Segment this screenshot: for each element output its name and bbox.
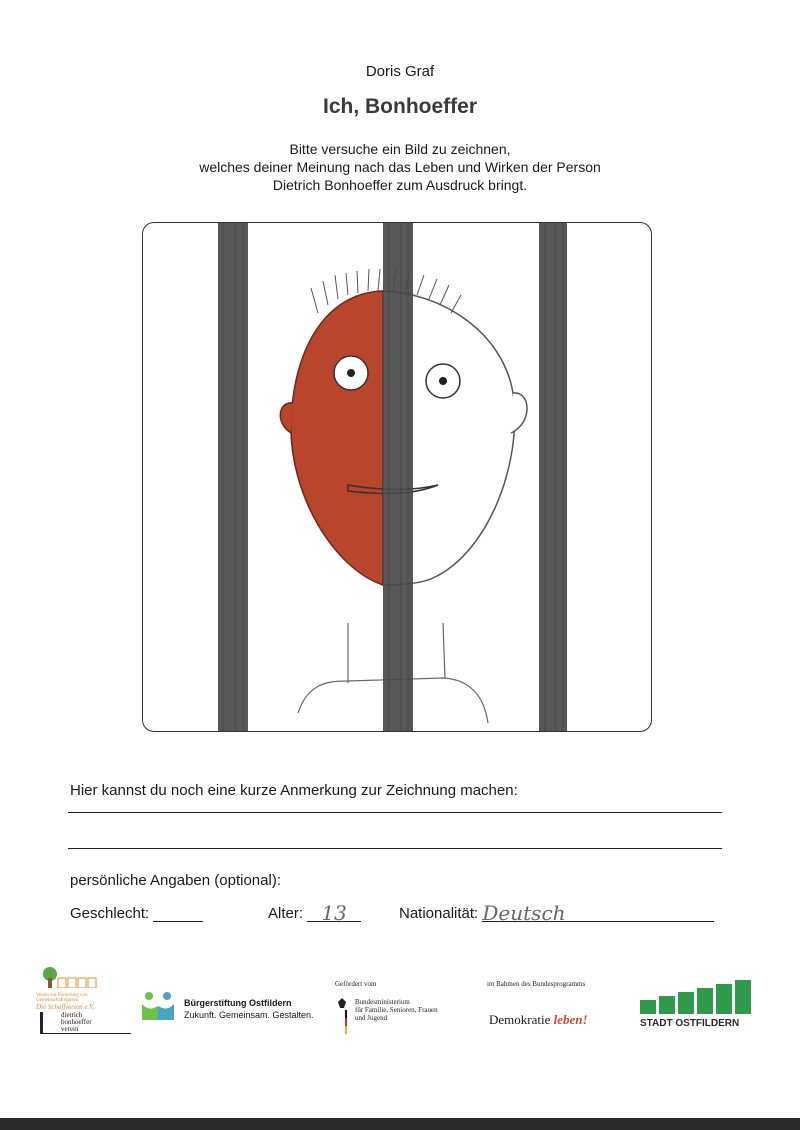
bv-line: dietrich xyxy=(61,1011,83,1019)
bv-line: verein xyxy=(61,1025,79,1033)
drawing-frame xyxy=(142,222,652,732)
stadt-ostfildern-logo xyxy=(640,980,760,1030)
green-block xyxy=(659,996,675,1014)
bv-line: bonhoeffer xyxy=(61,1018,92,1026)
demokratie-accent: leben! xyxy=(553,1012,588,1027)
note-line-2[interactable] xyxy=(68,848,722,849)
instruction-text xyxy=(0,140,800,194)
buergerstiftung-name: Bürgerstiftung Ostfildern xyxy=(184,998,292,1008)
sponsor-logos xyxy=(0,960,800,1050)
drawing-face-behind-bars xyxy=(143,223,651,731)
instruction-line: Dietrich Bonhoeffer zum Ausdruck bringt. xyxy=(272,177,528,193)
age-field xyxy=(268,901,361,925)
eagle-flag-icon xyxy=(335,996,349,1036)
scan-edge xyxy=(0,1118,800,1130)
green-block xyxy=(678,992,694,1014)
buergerstiftung-slogan: Zukunft. Gemeinsam. Gestalten. xyxy=(184,1010,314,1020)
bmfsfj-logo xyxy=(335,980,455,1022)
people-icon xyxy=(140,990,176,1024)
demokratie-leben-logo xyxy=(487,980,627,1027)
bonhoeffer-verein-logo xyxy=(40,1012,131,1034)
bmfsfj-line: für Familie, Senioren, Frauen xyxy=(355,1006,438,1014)
nationality-input[interactable]: Deutsch xyxy=(482,905,714,922)
demokratie-word: Demokratie xyxy=(489,1012,551,1027)
bmfsfj-line: Bundesministerium xyxy=(355,998,410,1006)
instruction-line: Bitte versuche ein Bild zu zeichnen, xyxy=(289,141,511,157)
age-input[interactable]: 13 xyxy=(307,905,361,922)
green-block xyxy=(640,1000,656,1014)
note-line-1[interactable] xyxy=(68,812,722,813)
prison-bar xyxy=(218,223,248,731)
schaffwesen-logo xyxy=(36,966,116,1011)
green-block xyxy=(716,984,732,1014)
bmfsfj-line: und Jugend xyxy=(355,1014,388,1022)
stadt-name: STADT OSTFILDERN xyxy=(640,1018,740,1029)
gender-input[interactable] xyxy=(153,905,203,922)
schaffwesen-small: Verein zur Förderung von Gemeinschaftsgarten xyxy=(36,993,88,1003)
author-name: Doris Graf xyxy=(365,63,435,80)
page-title: Ich, Bonhoeffer xyxy=(322,95,477,118)
green-block xyxy=(697,988,713,1014)
personal-info-label: persönliche Angaben (optional): xyxy=(70,872,281,889)
tree-icon xyxy=(36,966,106,988)
age-label: Alter: xyxy=(268,905,304,922)
gender-label: Geschlecht: xyxy=(70,905,150,922)
demokratie-wordmark xyxy=(489,1012,588,1028)
bmfsfj-header: Gefördert vom xyxy=(335,980,377,988)
note-label: Hier kannst du noch eine kurze Anmerkung zur Zeichnung machen: xyxy=(70,782,518,799)
nationality-label: Nationalität: xyxy=(399,905,479,922)
prison-bar xyxy=(383,223,413,731)
schaffwesen-name: Die Schaffwesen e.V. xyxy=(36,1003,95,1011)
green-block xyxy=(735,980,751,1014)
demokratie-header: im Rahmen des Bundesprogramms xyxy=(487,980,586,988)
gender-field xyxy=(70,905,203,922)
nationality-field xyxy=(399,901,714,925)
instruction-line: welches deiner Meinung nach das Leben und Wirken der Person xyxy=(199,159,601,175)
